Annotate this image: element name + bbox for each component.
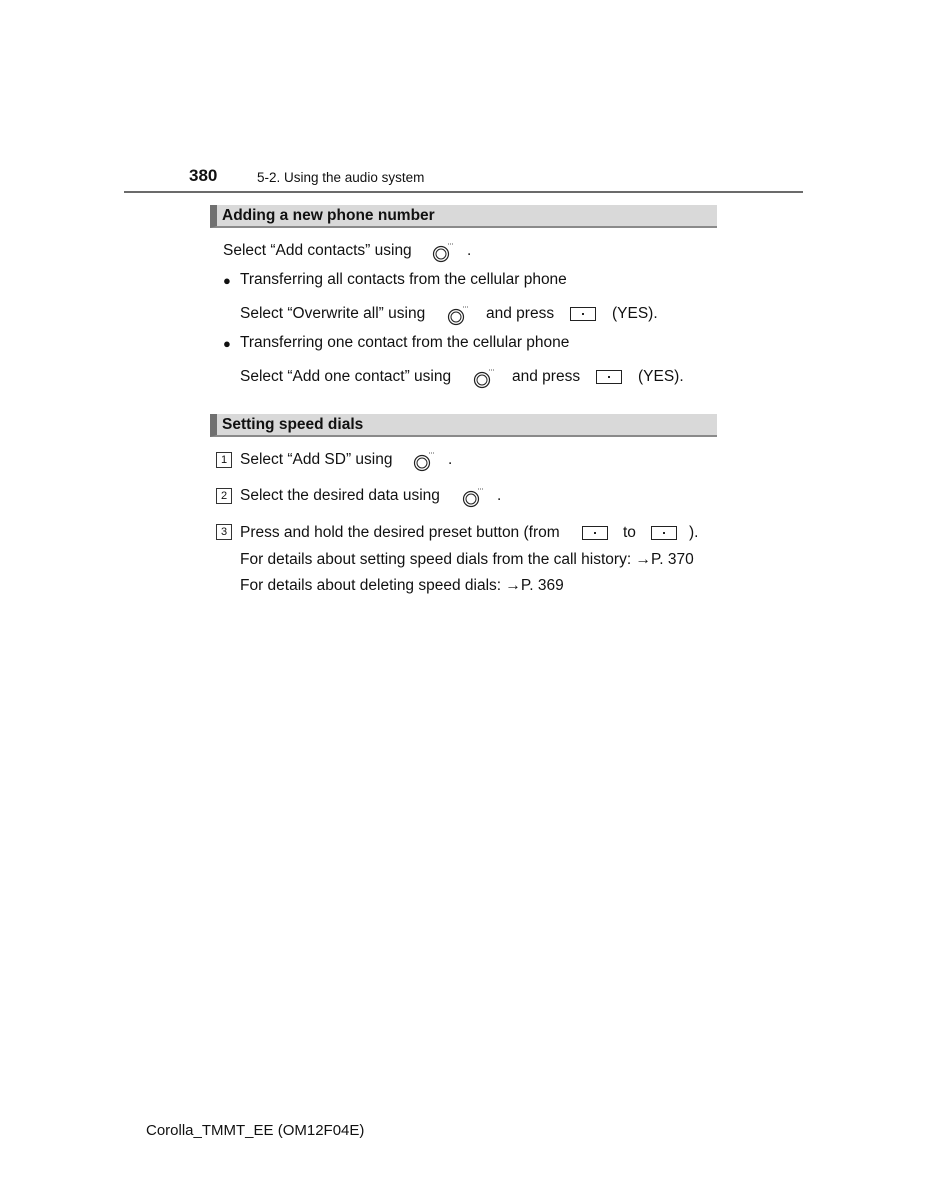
bullet-dot-icon: ● [223,336,231,351]
step-2-text: Select the desired data using [240,487,440,504]
step-1-end: . [448,451,453,468]
bullet-dot-icon: ● [223,273,231,288]
bullet-transfer-one: Transferring one contact from the cellular phone [240,334,570,351]
section-header-speed-dials [210,414,717,437]
tune-select-knob-icon [472,367,496,389]
footer-document-id: Corolla_TMMT_EE (OM12F04E) [146,1122,365,1139]
section-header-adding [210,205,717,228]
page-number: 380 [189,166,218,185]
preset-button-icon [582,526,608,540]
intro-text: Select “Add contacts” using [223,242,412,259]
chapter-title: 5-2. Using the audio system [257,170,425,185]
preset-button-icon [596,370,622,384]
and-press-text: and press [512,368,581,385]
yes-text: (YES). [638,368,684,385]
to-text: to [623,524,636,541]
header-divider [124,191,803,193]
intro-end: . [467,242,472,259]
bullet-transfer-all: Transferring all contacts from the cellular phone [240,271,567,288]
detail-call-history: For details about setting speed dials from the call history: →P. 370 [240,551,694,568]
step-2-end: . [497,487,502,504]
section-title: Setting speed dials [222,416,364,433]
bullet-transfer-one-instruction: Select “Add one contact” using [240,368,452,385]
step-1-text: Select “Add SD” using [240,451,393,468]
yes-text: (YES). [612,305,658,322]
tune-select-knob-icon [446,304,470,326]
preset-button-icon [651,526,677,540]
step-3-text: Press and hold the desired preset button (from [240,524,560,541]
step-3-end: ). [689,524,699,541]
section-title: Adding a new phone number [222,207,435,224]
detail-delete-speed-dials: For details about deleting speed dials: →P. 369 [240,577,564,594]
tune-select-knob-icon [461,486,485,508]
tune-select-knob-icon [431,241,455,263]
step-number-1: 1 [216,452,232,468]
tune-select-knob-icon [412,450,436,472]
preset-button-icon [570,307,596,321]
bullet-transfer-all-instruction: Select “Overwrite all” using [240,305,426,322]
step-number-3: 3 [216,524,232,540]
step-number-2: 2 [216,488,232,504]
and-press-text: and press [486,305,555,322]
